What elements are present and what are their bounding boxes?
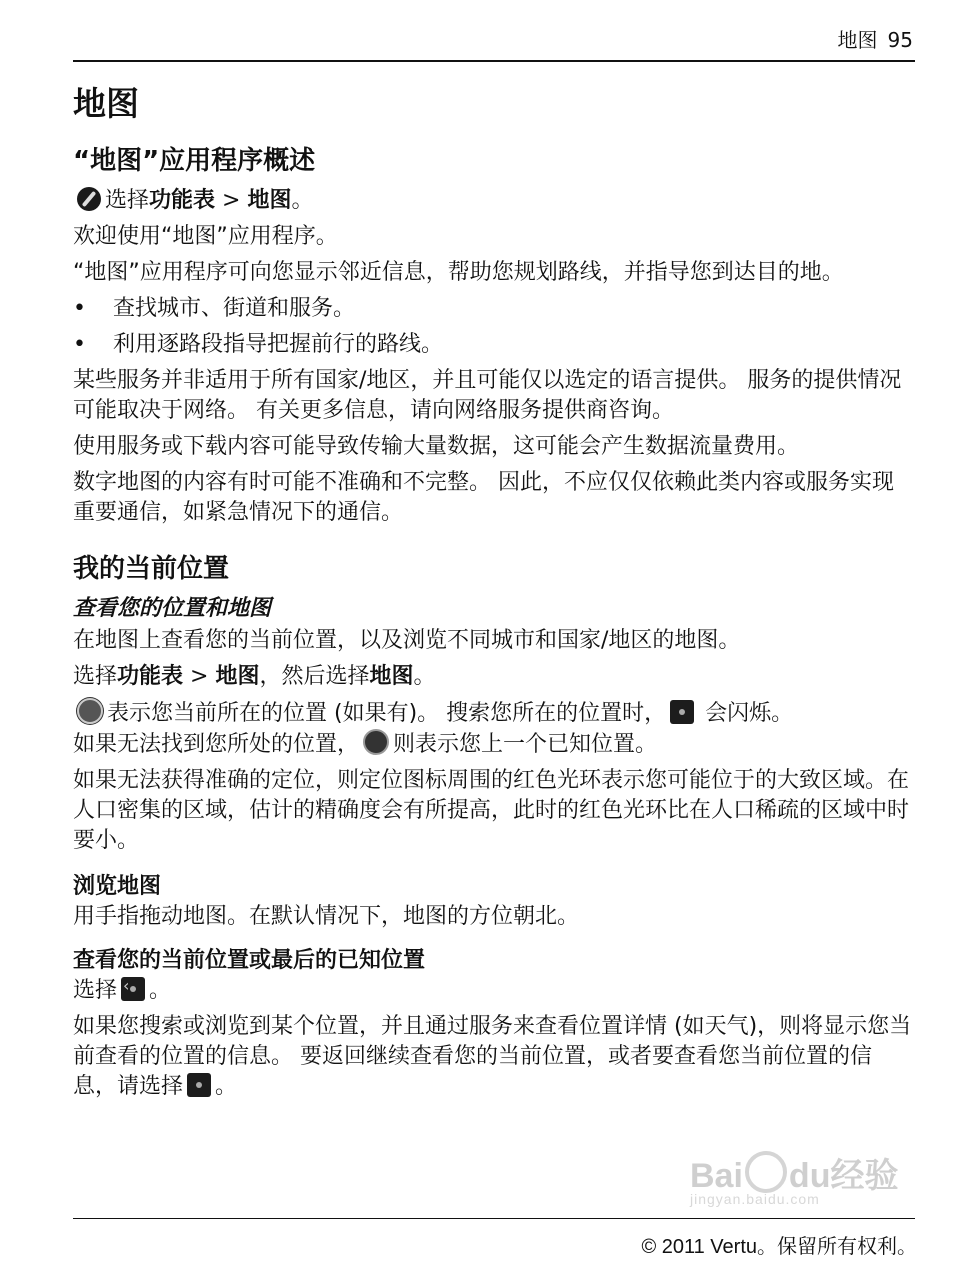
welcome-text: 欢迎使用“地图”应用程序。 [73,224,338,249]
nav-item-label: 地图 [215,664,260,689]
my-location-button-icon [121,977,145,1001]
overview-nav [73,186,915,216]
nav-end: 。 [291,188,314,213]
browse-heading: 浏览地图 [73,874,162,899]
browse-text: 用手指拖动地图。在默认情况下，地图的方位朝北。 [73,904,580,929]
nav-mid-text: ，然后选择 [259,664,370,689]
list-item: • 查找城市、街道和服务。 [73,296,356,321]
intro-text: “地图”应用程序可向您显示邻近信息，帮助您规划路线，并指导您到达目的地。 [73,260,844,285]
current-detail-end: 。 [215,1074,238,1099]
list-item-text: 利用逐路段指导把握前行的路线。 [113,332,444,357]
location-heading: 我的当前位置 [73,554,230,584]
location-ring-icon [77,698,103,724]
baidu-watermark [690,1148,920,1208]
icon-text-c: 如果无法找到您所处的位置， [73,732,360,757]
nav-separator: > [183,664,216,689]
availability-text: 某些服务并非适用于所有国家/地区，并且可能仅以选定的语言提供。 服务的提供情况可能取决于网络。 有关更多信息，请向网络服务提供商咨询。 [73,368,902,423]
icon-text-a: 表示您当前所在的位置 (如果有)。 搜索您所在的位置时， [107,701,667,726]
page-body [73,82,915,1108]
header-rule [73,60,915,62]
nav-menu-label: 功能表 [149,188,216,213]
overview-heading: “地图”应用程序概述 [73,146,316,176]
current-select [73,976,915,1006]
nav-end: 。 [413,664,436,689]
location-subheading: 查看您的位置和地图 [73,596,272,621]
location-icon-explanation [73,698,915,760]
nav-item-label: 地图 [247,188,292,213]
location-nav [73,662,915,692]
last-known-location-icon [363,729,389,755]
compass-icon [77,187,101,211]
footer-copyright: © 2011 Vertu。保留所有权利。 [641,1236,917,1258]
current-select-end: 。 [149,978,172,1003]
watermark-url: jingyan.baidu.com [690,1191,820,1207]
location-button-icon [670,700,694,724]
current-detail-text [73,1012,915,1102]
icon-text-d: 则表示您上一个已知位置。 [393,732,658,757]
current-select-text: 选择 [73,978,118,1003]
page-number: 95 [887,28,913,52]
nav-menu-label: 功能表 [117,664,184,689]
feature-list [73,294,915,360]
watermark-brand2: du [788,1157,831,1195]
header-section: 地图 [837,28,878,52]
page-title: 地图 [73,84,139,123]
nav-select-text: 选择 [73,664,118,689]
accuracy-ring-text: 如果无法获得准确的定位，则定位图标周围的红色光环表示您可能位于的大致区域。在人口密集的区域，估计的精确度会有所提高，此时的红色光环比在人口稀疏的区域中时要小。 [73,768,910,853]
footer-rule [73,1218,915,1219]
data-cost-text: 使用服务或下载内容可能导致传输大量数据，这可能会产生数据流量费用。 [73,434,800,459]
current-detail-a: 如果您搜索或浏览到某个位置，并且通过服务来查看位置详情 (如天气)，则将显示您当前查看的位置的信息。 要返回继续查看您的当前位置，或者要查看您当前位置的信息，请选择 [73,1014,912,1099]
watermark-cn: 经验 [830,1157,899,1195]
location-intro: 在地图上查看您的当前位置，以及浏览不同城市和国家/地区的地图。 [73,628,741,653]
nav-separator: > [215,188,248,213]
paw-icon [745,1151,787,1193]
current-location-heading: 查看您的当前位置或最后的已知位置 [73,948,426,973]
location-button-icon [187,1073,211,1097]
icon-text-b: 会闪烁。 [705,701,794,726]
running-header [828,24,913,53]
nav-select-text: 选择 [105,188,150,213]
nav-item2-label: 地图 [369,664,414,689]
list-item-text: 查找城市、街道和服务。 [113,296,356,321]
accuracy-text: 数字地图的内容有时可能不准确和不完整。 因此，不应仅仅依赖此类内容或服务实现重要通信，如紧急情况下的通信。 [73,470,894,525]
watermark-brand: Bai [690,1157,743,1195]
list-item: • 利用逐路段指导把握前行的路线。 [73,332,444,357]
